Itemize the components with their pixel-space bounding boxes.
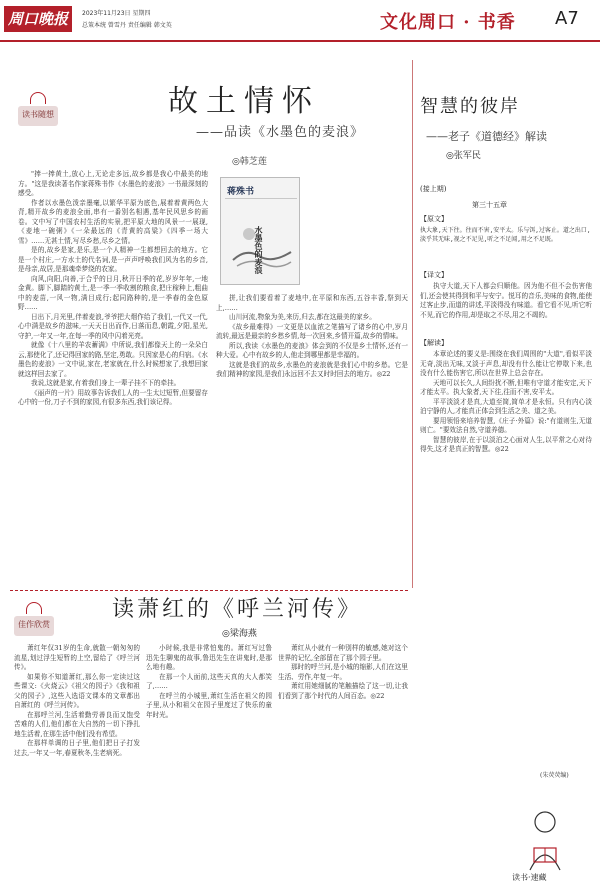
paragraph: "捧一捧黄土,放心上,无论走多远,故乡都是我心中最美的地方。"这是我读著名作家蒋殊书作《水墨色的麦浪》一书最深刻的感受。 (18, 170, 208, 197)
main-article-col2 (216, 294, 408, 588)
masthead (0, 0, 600, 42)
paragraph: 平平淡淡才是真,大道至简,简单才是永恒。只有内心淡泊宁静的人,才能真正体会到生活之美、道之美。 (420, 397, 592, 415)
paragraph: 山川河流,物象为美,来历,归去,都在这最美的家乡。 (229, 313, 376, 321)
commentary-heading: 【解读】 (420, 339, 448, 347)
paragraph: 《丽声的一片》用故事告诉我们,人的一生太过短暂,但要留存心中的一份,刀子不到的家园,有很多东西,我们该记得。 (18, 388, 208, 406)
commentary-text (420, 350, 592, 766)
paragraph: 智慧的彼岸,在于以淡泊之心面对人生,以平常之心对待得失,这才是真正的智慧。◎22 (420, 435, 592, 453)
paragraph: 如果你不知道萧红,那么你一定读过这些课文:《火烧云》《祖父的园子》《我和祖父的园子》,这些入选语文课本的文章都出自萧红的《呼兰河传》。 (14, 672, 140, 709)
book-cover (220, 177, 300, 285)
main-article-col1 (18, 170, 208, 588)
tag-label: 佳作欣赏 (18, 620, 50, 629)
paragraph: 这就是我们的故乡,水墨色的麦浪就是我们心中的乡愁。它是我们精神的家园,是我们永远回不去又时时回去的地方。◎22 (216, 360, 408, 378)
reading-notes-tag (18, 92, 58, 142)
footer-label: 读书·速藏 (512, 873, 547, 882)
paragraph: 在那呼兰河,生活着勤劳善良而又饱受苦难的人们,他们都在大自然的一切下挣扎地生活着,在那生活中他们没有希望。 (14, 710, 140, 738)
paragraph: 萧红用她细腻的笔触描绘了这一切,让我们看到了那个时代的人间百态。◎22 (278, 682, 408, 700)
paragraph: 是的,故乡是家,是乐,是一个人精神一生都想回去的地方。它是一个村庄,一方水土的代名词,是一声声呼唤我们风为名的乡音,是母亲,故居,是那魂牵梦绕的农家。 (18, 246, 208, 273)
paragraph: 本章论述的要义是:围绕在我们周围的"大道",看似平淡无奇,淡出无味,又淡于声息,却没有什么能让它停歇下来,也没有什么能伤害它,所以在世界上总会存在。 (420, 350, 592, 377)
right-article-title: 智慧的彼岸 (420, 96, 520, 117)
right-article-subtitle: ——老子《道德经》解读 (426, 130, 547, 143)
lower-article-col1 (14, 644, 140, 884)
main-article-subtitle: ——品读《水墨色的麦浪》 (196, 125, 365, 140)
lower-article-col2 (146, 644, 272, 884)
page-number: A7 (555, 8, 579, 29)
chapter-heading: 第三十五章 (472, 201, 507, 209)
paragraph: 在那一个人面前,这些天真的大人都笑了,…… (146, 672, 272, 690)
book-cover-title: 水墨色的麦浪 (254, 226, 264, 274)
original-heading: 【原文】 (420, 215, 448, 223)
original-text: 执大象,天下往。往而不害,安平太。乐与饵,过客止。道之出口,淡乎其无味,视之不足见,听之不足闻,用之不足既。 (420, 227, 591, 243)
paragraph: 在那样单调的日子里,他们把日子打发过去,一年又一年,春夏秋冬,生老病死。 (14, 739, 140, 757)
date-line: 2023年11月23日 星期四 (82, 10, 151, 17)
paragraph: 小时候,我是非常怕鬼的。萧红写过鲁迅先生聊鬼的故事,鲁迅先生在讲鬼时,是那么地有趣。 (146, 644, 272, 671)
paragraph: 作者以水墨色泼亲墨毫,以繁华平原为底色,展着着黄两色大背,精开故乡的麦浪全面,串有一番别名相遇,基年民风思乡的画卷。文中写了中国农村生活的实景,把平原大地的风景一一展现,《麦地一碗粥》《一朵最远的《青黄的高粱》《四季一场大雪》……无甚土情,写尽乡愁,尽乡之情。 (18, 198, 208, 245)
section-name: 文化周口 · 书香 (380, 12, 516, 33)
paragraph: 《故乡最难得》一文更是以血浓之笔描写了诸乡的心中,岁月流转,最远是最亲的乡愁乡情,每一次回来,乡情开篇,故乡的情味。 (216, 322, 408, 340)
paragraph: 要用领悟来培养智慧,《庄子·外篇》说:"有道则生,无道则亡。"要效法自然,守道养德。 (420, 416, 592, 434)
main-article-title: 故土情怀 (168, 84, 320, 119)
tag-ornament-icon (30, 92, 46, 104)
paragraph: 拼,让我们要看着了麦地中,在平原和东西,五谷丰香,祭到天上,…… (216, 294, 408, 312)
column-divider (412, 60, 413, 588)
editor-line: 总策本统 曾雪丹 责任编辑 韩文英 (82, 22, 172, 29)
paragraph: 我说,这就是家,有着我们身上一辈子挂不下的牵挂。 (31, 379, 181, 387)
right-editor-note: (朱荧荧编) (540, 772, 569, 779)
paragraph: 萧红从小就有一种别样的敏感,她对这个世界的记忆,全部留在了那个园子里。 (278, 644, 408, 662)
paragraph: 在呼兰的小城里,萧红生活在祖父的园子里,从小和祖父在园子里度过了快乐的童年时光。 (146, 691, 272, 719)
tag-label: 读书随想 (22, 110, 54, 119)
translation-text: 执守大道,天下人都会归顺他。因为他不但不会伤害他们,还会使其得到和平与安宁。悦耳的音乐,美味的食物,能使过客止步,而道的讲述,平淡得没有味道。看它看不见,听它听不见,而它的作用,却是取之不尽,用之不竭的。 (420, 282, 592, 319)
paragraph: 萧红年仅31岁的生命,就散一朝匆匆的流星,划过浮生短暂的上空,留给了《呼兰河传》。 (14, 644, 140, 671)
book-cover-author: 蒋殊书 (227, 187, 255, 197)
paragraph: 天地可以长久,人间纷扰不断,但唯有守道才能安定,天下才能太平。执大象者,天下往,往而不害,安平太。 (420, 378, 592, 396)
part-note: (接上期) (420, 185, 447, 193)
right-article-author: ◎张军民 (446, 151, 481, 161)
paragraph: 日出下,月光里,伴着麦浪,爷爷把大烟作给了我们,一代又一代,心中满是故乡的滋味,一天天日出而作,日落而息,朝霞,夕阳,星光,守护,一年又一年,在每一季的风中闪着光亮。 (18, 312, 208, 340)
paragraph: 就像《十八里的羊农蓄满》中所说,我们都像天上的一朵朵白云,那使化了,还记得回家的路,坚定,勇敢。只因家是心的归宿。《水墨色的麦浪》一文中说,家在,老家就在,什么时候想家了,我想回家就这样回去家了。 (18, 341, 208, 378)
translation-heading: 【译文】 (420, 271, 448, 279)
main-article-author: ◎韩芝莲 (232, 157, 267, 167)
paragraph: 那时的呼兰河,是小城的缩影,人们在这里生活、劳作,年复一年。 (278, 663, 408, 681)
lower-article-author: ◎梁海燕 (222, 629, 257, 639)
lower-article-title: 读萧红的《呼兰河传》 (112, 597, 363, 622)
newspaper-logo: 周口晚报 (4, 6, 72, 32)
section-divider (10, 590, 408, 591)
lower-article-col3 (278, 644, 408, 884)
paragraph: 向风,向阳,向善,于合乎的日月,秋开日季的花,岁岁年年,一地金黄。脚下,脚踏的黄土,是一季一季收割的粮食,把庄稼种上,粗曲中的麦苗,一风一物,满目成行;起同路种的,是一季春的金色原野…… (18, 274, 208, 311)
tag-ornament-icon (26, 602, 42, 614)
paragraph: 所以,我读《水墨色的麦浪》体会到的不仅是乡土情怀,还有一种大爱。心中有故乡的人,他走到哪里都是幸福的。 (216, 341, 408, 359)
